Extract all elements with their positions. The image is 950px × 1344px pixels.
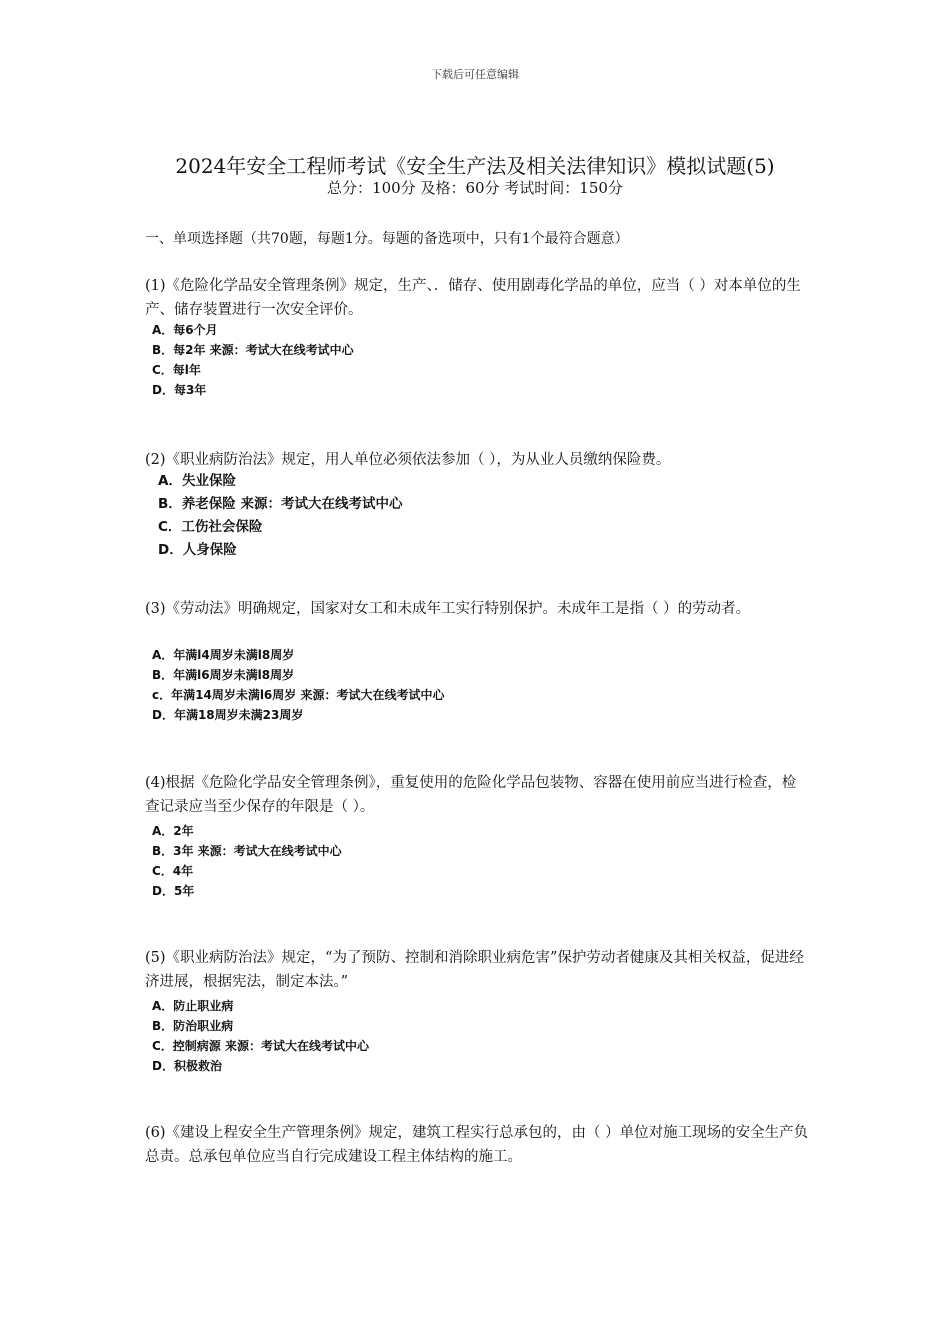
option-a: A．每6个月	[152, 323, 218, 337]
question-5-options	[152, 996, 369, 1076]
question-6: (6)《建设上程安全生产管理条例》规定，建筑工程实行总承包的，由（ ）单位对施工现场的安全生产负总责。总承包单位应当自行完成建设工程主体结构的施工。	[145, 1125, 809, 1165]
option-d: D．年满18周岁未满23周岁	[152, 708, 304, 722]
option-b: B．防治职业病	[152, 1019, 234, 1033]
option-b: B．养老保险 来源：考试大在线考试中心	[158, 496, 403, 512]
question-4: (4)根据《危险化学品安全管理条例》，重复使用的危险化学品包装物、容器在使用前应当进行检查，检查记录应当至少保存的年限是（ ）。	[145, 775, 797, 815]
question-5: (5)《职业病防治法》规定，“为了预防、控制和消除职业病危害”保护劳动者健康及其相关权益，促进经济进展，根据宪法，制定本法。”	[145, 950, 804, 990]
option-c: C．控制病源 来源：考试大在线考试中心	[152, 1039, 369, 1053]
option-c: c．年满14周岁未满l6周岁 来源：考试大在线考试中心	[152, 688, 445, 702]
option-d: D．积极救治	[152, 1059, 222, 1073]
header-note: 下载后可任意编辑	[431, 68, 519, 81]
option-a: A．失业保险	[158, 473, 236, 489]
option-d: D．5年	[152, 884, 195, 898]
option-a: A．2年	[152, 824, 194, 838]
question-1-options	[152, 320, 354, 400]
page-title: 2024年安全工程师考试《安全生产法及相关法律知识》模拟试题(5)	[175, 154, 775, 178]
question-3-options	[152, 645, 444, 725]
section-heading: 一、单项选择题（共70题，每题1分。每题的备选项中，只有1个最符合题意）	[145, 231, 629, 247]
option-b: B．每2年 来源：考试大在线考试中心	[152, 343, 354, 357]
exam-info: 总分：100分 及格：60分 考试时间：150分	[327, 179, 623, 197]
option-a: A．防止职业病	[152, 999, 234, 1013]
question-1: (1)《危险化学品安全管理条例》规定，生产、．储存、使用剧毒化学品的单位，应当（ ）对本单位的生产、储存装置进行一次安全评价。	[145, 278, 801, 318]
option-c: C．工伤社会保险	[158, 519, 263, 535]
question-4-options	[152, 821, 342, 901]
option-b: B．年满l6周岁未满l8周岁	[152, 668, 295, 682]
option-a: A．年满l4周岁未满l8周岁	[152, 648, 295, 662]
option-c: C．每l年	[152, 363, 201, 377]
question-2-options	[158, 470, 403, 562]
option-d: D．每3年	[152, 383, 207, 397]
option-c: C．4年	[152, 864, 194, 878]
option-b: B．3年 来源：考试大在线考试中心	[152, 844, 342, 858]
option-d: D．人身保险	[158, 542, 237, 558]
question-3: (3)《劳动法》明确规定，国家对女工和未成年工实行特别保护。未成年工是指（ ）的劳动者。	[145, 601, 751, 617]
question-2: (2)《职业病防治法》规定，用人单位必须依法参加（ ），为从业人员缴纳保险费。	[145, 452, 671, 468]
